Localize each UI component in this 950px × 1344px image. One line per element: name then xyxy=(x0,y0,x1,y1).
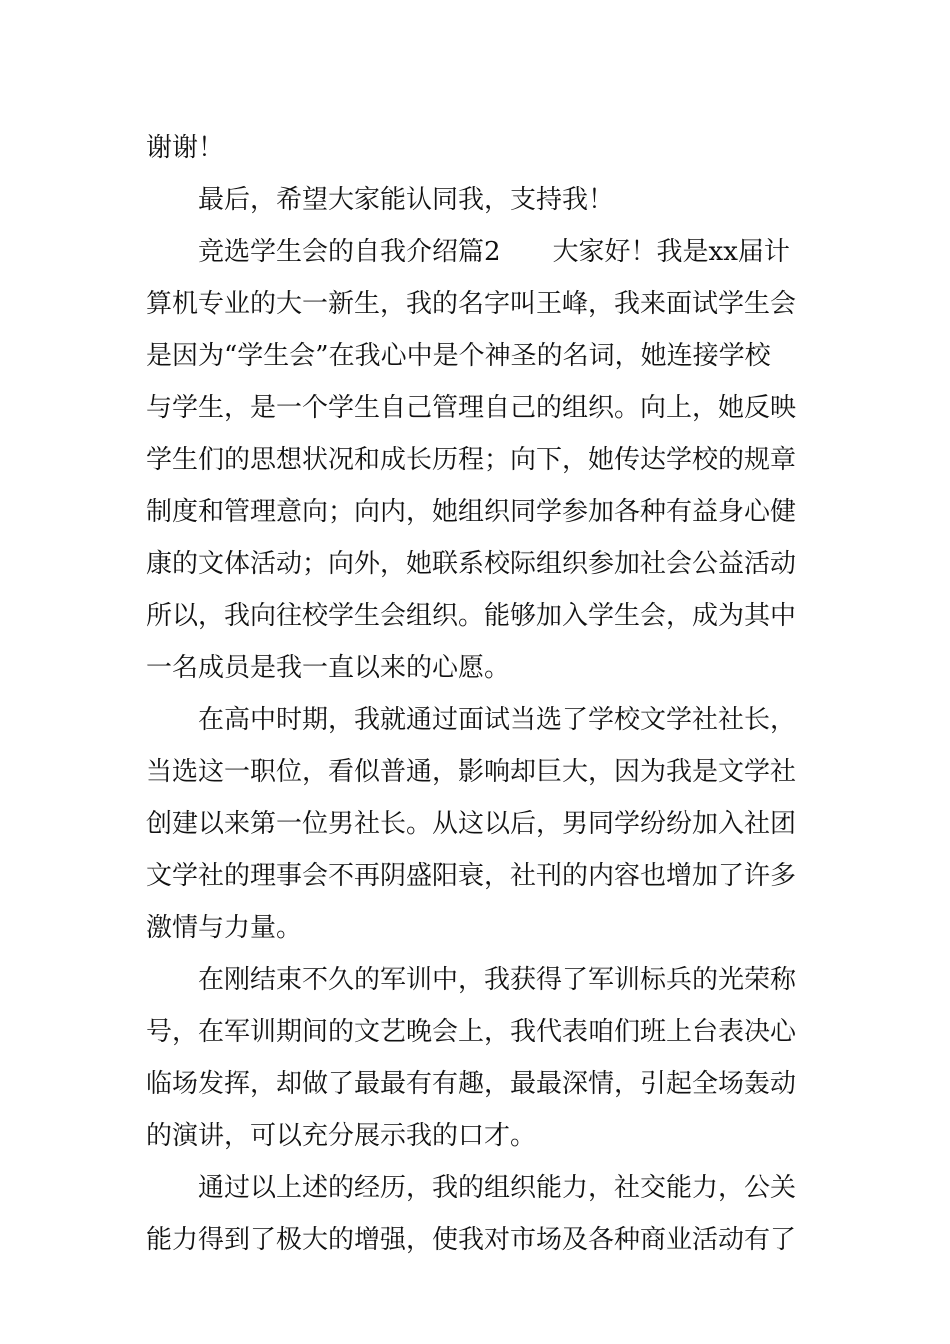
text-line-16: 激情与力量。 xyxy=(146,913,303,943)
text-line-10: 所以，我向往校学生会组织。能够加入学生会，成为其中 xyxy=(146,601,797,631)
text-line-4: 算机专业的大一新生，我的名字叫王峰，我来面试学生会 xyxy=(146,289,797,319)
text-line-12: 在高中时期，我就通过面试当选了学校文学社社长， xyxy=(146,705,797,735)
text-line-20: 的演讲，可以充分展示我的口才。 xyxy=(146,1121,537,1151)
text-line-21: 通过以上述的经历，我的组织能力，社交能力，公关 xyxy=(146,1173,797,1203)
text-line-5: 是因为“学生会”在我心中是个神圣的名词，她连接学校 xyxy=(146,341,771,371)
text-line-3: 竞选学生会的自我介绍篇2 大家好！我是xx届计 xyxy=(146,237,790,267)
text-line-9: 康的文体活动；向外，她联系校际组织参加社会公益活动 xyxy=(146,549,797,579)
text-line-15: 文学社的理事会不再阴盛阳衰，社刊的内容也增加了许多 xyxy=(146,861,797,891)
text-line-2: 最后，希望大家能认同我，支持我！ xyxy=(146,185,615,215)
text-line-8: 制度和管理意向；向内，她组织同学参加各种有益身心健 xyxy=(146,497,797,527)
text-line-13: 当选这一职位，看似普通，影响却巨大，因为我是文学社 xyxy=(146,757,797,787)
text-line-7: 学生们的思想状况和成长历程；向下，她传达学校的规章 xyxy=(146,445,797,475)
text-line-11: 一名成员是我一直以来的心愿。 xyxy=(146,653,511,683)
text-line-18: 号，在军训期间的文艺晚会上，我代表咱们班上台表决心 xyxy=(146,1017,797,1047)
text-line-6: 与学生，是一个学生自己管理自己的组织。向上，她反映 xyxy=(146,393,797,423)
text-line-17: 在刚结束不久的军训中，我获得了军训标兵的光荣称 xyxy=(146,965,797,995)
text-line-14: 创建以来第一位男社长。从这以后，男同学纷纷加入社团 xyxy=(146,809,797,839)
text-line-19: 临场发挥，却做了最最有有趣，最最深情，引起全场轰动 xyxy=(146,1069,797,1099)
text-line-22: 能力得到了极大的增强，使我对市场及各种商业活动有了 xyxy=(146,1225,797,1255)
text-line-1: 谢谢！ xyxy=(146,133,225,163)
